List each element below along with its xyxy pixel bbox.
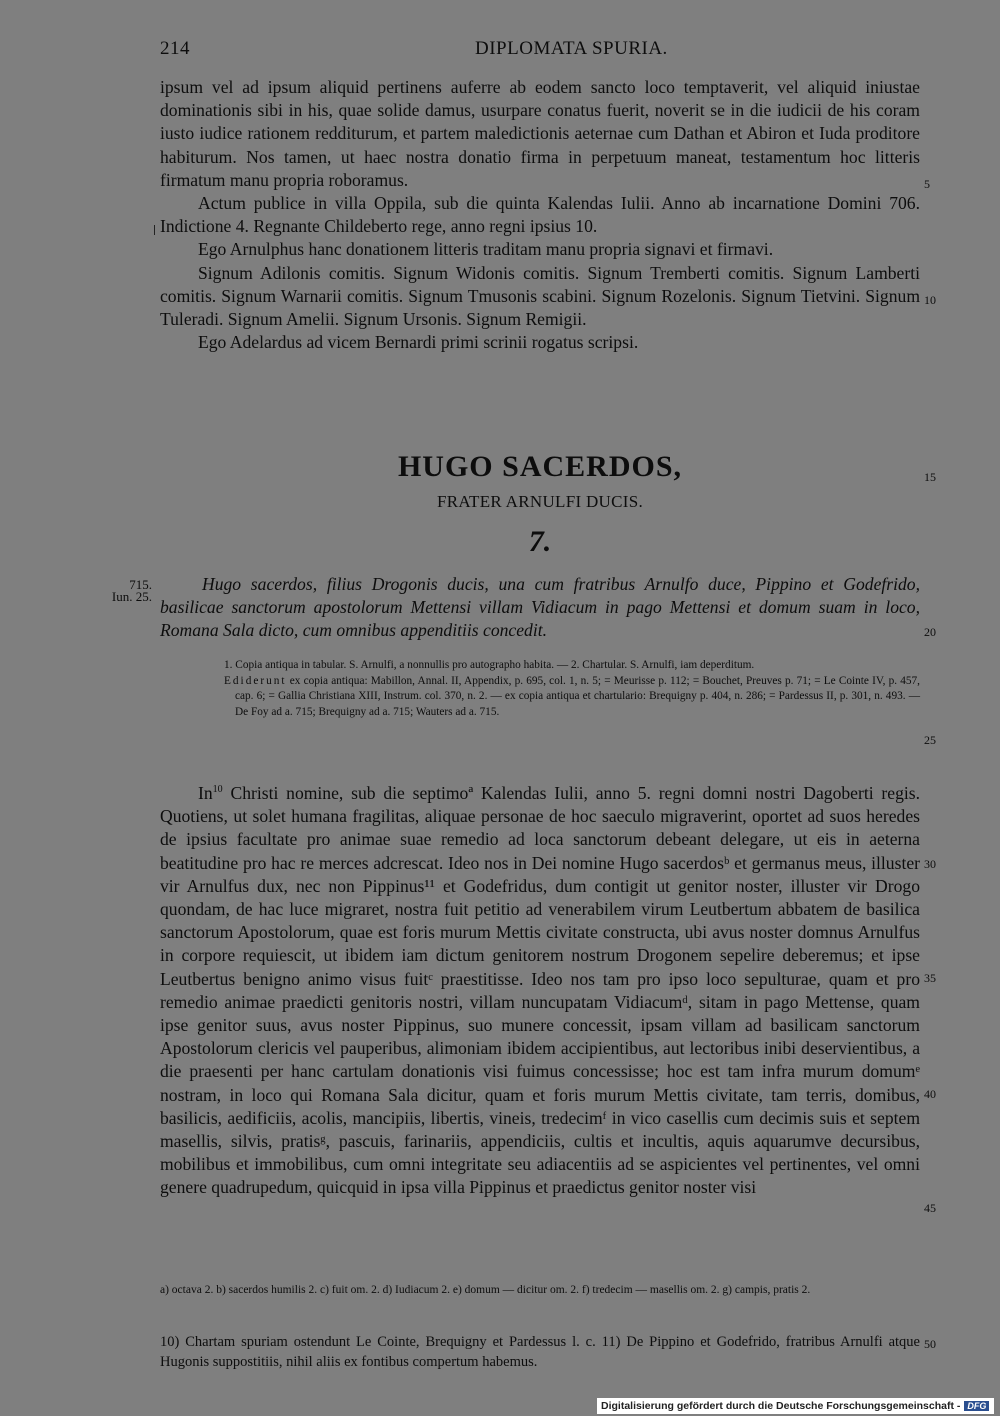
text-first-word: In [198, 783, 213, 803]
dfg-logo-icon: DFG [964, 1401, 989, 1411]
line-number: 30 [924, 857, 936, 871]
document-date-day: Iun. 25. [111, 589, 152, 604]
document-text [160, 782, 920, 1200]
line-number: 25 [924, 733, 936, 747]
footnotes-letters: a) octava 2. b) sacerdos humilis 2. c) fuit om. 2. d) Iudiacum 2. e) domum — dicitur om. 2. f) tredecim — masellis om. 2. g) campis, pratis 2. [160, 1284, 811, 1296]
dfg-banner-text: Digitalisierung gefördert durch die Deutsche Forschungsgemeinschaft - [601, 1400, 961, 1412]
dfg-banner [597, 1398, 994, 1414]
line-number: 45 [924, 1201, 936, 1215]
margin-mark [154, 225, 161, 235]
source-manuscripts: 1. Copia antiqua in tabular. S. Arnulfi, a nonnullis pro autographo habita. — 2. Chartular. S. Arnulfi, iam deperditum. [224, 659, 755, 671]
source-apparatus [160, 658, 920, 720]
prev-para-5: Ego Adelardus ad vicem Bernardi primi scrinii rogatus scripsi. [198, 332, 639, 353]
line-number: 10 [924, 293, 936, 307]
document-regest: Hugo sacerdos, filius Drogonis ducis, una cum fratribus Arnulfo duce, Pippino et Godefrido, basilicae sanctorum apostolorum Mettensi villam Vidiacum in pago Mettensi et domum suam in loco, Romana Sala dicto, cum omnibus appenditiis concedit. [160, 574, 920, 640]
prev-para-4: Signum Adilonis comitis. Signum Widonis comitis. Signum Tremberti comitis. Signum Lamberti comitis. Signum Warnarii comitis. Signum Tmusonis scabini. Signum Rozelonis. Signum Tietvini. Signum Tuleradi. Signum Amelii. Signum Ursonis. Signum Remigii. [160, 262, 920, 330]
line-number: 40 [924, 1087, 936, 1101]
footnote-ref-10: 10 [212, 784, 223, 796]
document-date-year: 715. [129, 577, 152, 592]
line-number: 15 [924, 470, 936, 484]
prev-document-text [160, 76, 920, 354]
section-subtitle: FRATER ARNULFI DUCIS. [436, 492, 644, 511]
prev-para-3: Ego Arnulphus hanc donationem litteris traditam manu propria signavi et firmavi. [198, 239, 774, 260]
line-number: 50 [924, 1337, 936, 1351]
line-number: 35 [924, 971, 936, 985]
editions-label: Ediderunt [224, 674, 287, 687]
line-number: 5 [924, 177, 930, 191]
prev-para-2: Actum publice in villa Oppila, sub die quinta Kalendas Iulii. Anno ab incarnatione Domini 706. Indictione 4. Regnante Childeberto rege, anno regni ipsius 10. [160, 193, 920, 237]
editions-list: ex copia antiqua: Mabillon, Annal. II, Appendix, p. 695, col. 1, n. 5; = Meurisse p. 112; = Bouchet, Preuves p. 71; = Le Cointe IV, p. 457, cap. 6; = Gallia Christiana XIII, Instrum. col. 370, n. 2. — ex copia antiqua et chartulario: Brequigny p. 404, n. 286; = Pardessus II, p. 301, n. 493. — De Foy ad a. 715; Brequigny ad a. 715; Wauters ad a. 715. [235, 674, 920, 718]
footnotes-numbers: 10) Chartam spuriam ostendunt Le Cointe, Brequigny et Pardessus l. c. 11) De Pippino et Godefrido, fratribus Arnulfi atque Hugonis suppostitiis, nihil aliis ex fontibus compertum habemus. [160, 1334, 920, 1370]
line-number: 20 [924, 625, 936, 639]
text-body: Christi nomine, sub die septimoª Kalendas Iulii, anno 5. regni domni nostri Dagoberti regis. Quotiens, ut solet humana fragilitas, aliquae personae de hoc saeculo migraverint, oportet ad suos heredes de ipsius facultate pro animae suae remedio ad loca sanctorum debeant delegare, ut eis in aeterna beatitudine pro hac re merces adcrescat. Ideo nos in Dei nomine Hugo sacerdosᵇ et germanus meus, illuster vir Arnulfus dux, nec non Pippinus¹¹ et Godefridus, dum contigit ut genitor noster, illuster vir Drogo quondam, de hac luce migraret, nostra fuit petitio ad venerabilem virum Leutbertum abbatem de basilica sanctorum Apostolorum, quae est foris murum Mettis civitate constructa, ubi avus noster domnus Arnulfus in corpore requiescit, ut ibidem iam dictum genitorem nostrum Drogonem sepelire deberemus; et ipse Leutbertus benigno animo visus fuitᶜ praestitisse. Ideo nos tam pro ipso loco sepulturae, quam et pro remedio animae praedicti genitoris nostri, villam nuncupatam Vidiacumᵈ, sitam in pago Mettense, quam ipse genitor suus, avus noster Pippinus, suo munere concessit, ipsam villam ad basilicam sanctorum Apostolorum clericis vel pauperibus, alimoniam ibidem accipientibus, aut lectoribus inibi deservientibus, a die praesenti per hanc cartulam donationis visi fuimus concessisse; hoc est tam infra murum domumᵉ nostram, in loco qui Romana Sala dicitur, quam et foris murum Mettis civitate, tam terris, domibus, basilicis, aedificiis, acolis, mancipiis, libertis, vineis, tredecimᶠ in vico casellis cum decimis suis et septem masellis, silvis, pratisᵍ, pascuis, farinariis, appendiciis, cultis et incultis, aquis aquarumve decursibus, mobilibus et immobilibus, cum omni integritate seu adiacentiis ad se aspicientes vel pertinentes, vel omni genere quadrupedum, quicquid in ipsa villa Pippinus et praedictus genitor noster visi [160, 783, 920, 1198]
running-title: DIPLOMATA SPURIA. [475, 38, 668, 59]
page-number: 214 [160, 38, 190, 59]
document-number: 7. [528, 525, 552, 558]
section-title: HUGO SACERDOS, [397, 450, 683, 483]
prev-para-1: ipsum vel ad ipsum aliquid pertinens auferre ab eodem sancto loco temptaverit, vel aliquid iniustae dominationis sibi in his, quae solide damus, usurpare conatus fuerit, noverit se in die iudicii de his coram iusto iudice rationem redditurum, et partem maledictionis aeternae cum Dathan et Abiron et Iuda proditore habiturum. Nos tamen, ut haec nostra donatio firma in perpetuum maneat, testamentum hoc litteris firmatum manu propria roboramus. [160, 77, 920, 190]
